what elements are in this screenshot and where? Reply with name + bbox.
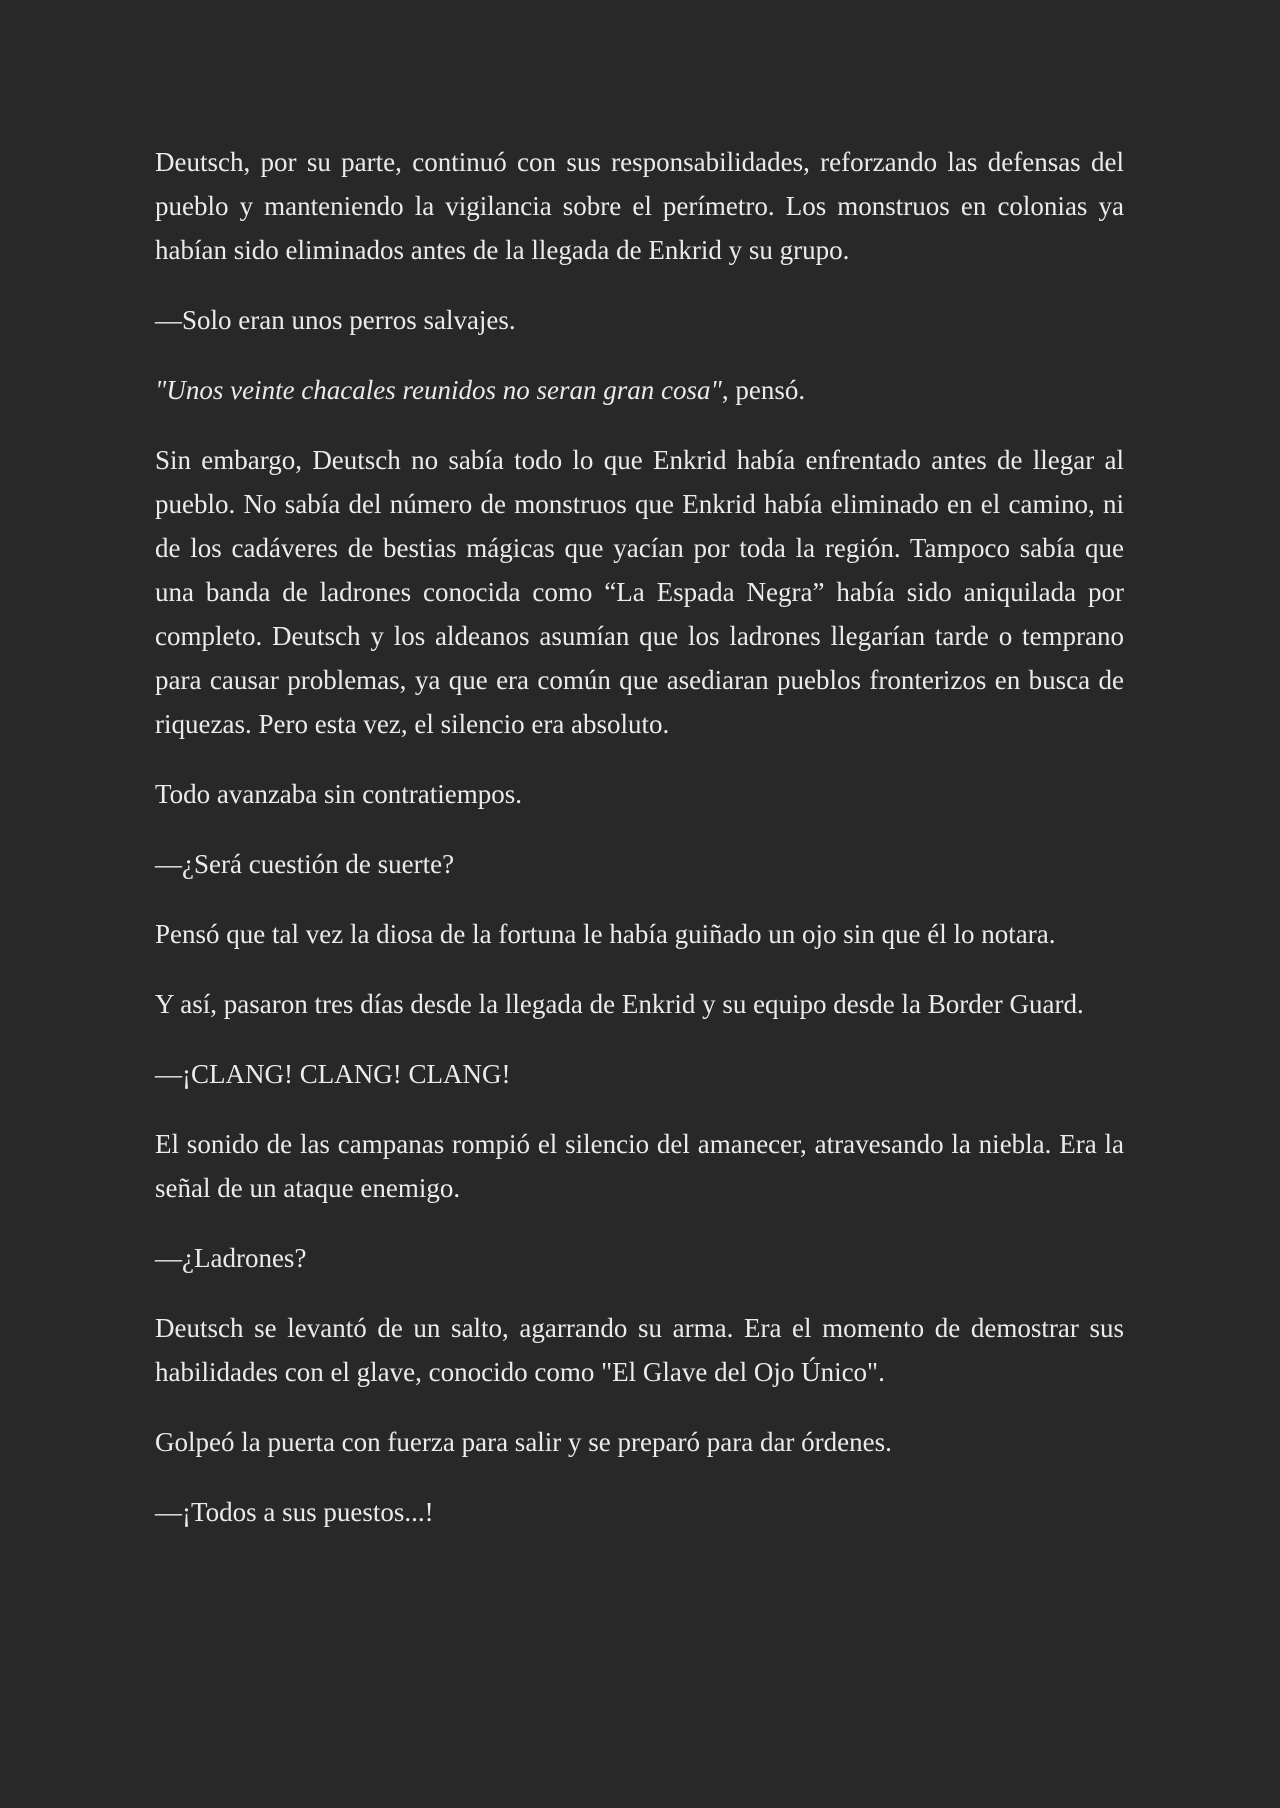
dialogue-line-1: —Solo eran unos perros salvajes. [155,305,516,335]
thought-italic-text: "Unos veinte chacales reunidos no seran gran cosa" [155,375,722,405]
reader-page [155,140,1124,1560]
dialogue-line-3: —¿Ladrones? [155,1243,307,1273]
paragraph-5: Y así, pasaron tres días desde la llegada de Enkrid y su equipo desde la Border Guard. [155,989,1084,1019]
thought-line [155,368,1124,412]
paragraph-1: Deutsch, por su parte, continuó con sus responsabilidades, reforzando las defensas del pueblo y manteniendo la vigilancia sobre el perímetro. Los monstruos en colonias ya habían sido eliminados antes de la llegada de Enkrid y su grupo. [155,147,1124,265]
dialogue-line-4: —¡Todos a sus puestos...! [155,1497,434,1527]
paragraph-7: Deutsch se levantó de un salto, agarrando su arma. Era el momento de demostrar sus habilidades con el glave, conocido como "El Glave del Ojo Único". [155,1313,1124,1387]
dialogue-line-2: —¿Será cuestión de suerte? [155,849,455,879]
paragraph-8: Golpeó la puerta con fuerza para salir y se preparó para dar órdenes. [155,1427,892,1457]
sound-effect-line: —¡CLANG! CLANG! CLANG! [155,1059,511,1089]
paragraph-3: Todo avanzaba sin contratiempos. [155,779,522,809]
thought-plain-text: , pensó. [721,375,806,405]
paragraph-6: El sonido de las campanas rompió el silencio del amanecer, atravesando la niebla. Era la señal de un ataque enemigo. [155,1129,1124,1203]
paragraph-2: Sin embargo, Deutsch no sabía todo lo que Enkrid había enfrentado antes de llegar al pueblo. No sabía del número de monstruos que Enkrid había eliminado en el camino, ni de los cadáveres de bestias mágicas que yacían por toda la región. Tampoco sabía que una banda de ladrones conocida como “La Espada Negra” había sido aniquilada por completo. Deutsch y los aldeanos asumían que los ladrones llegarían tarde o temprano para causar problemas, ya que era común que asediaran pueblos fronterizos en busca de riquezas. Pero esta vez, el silencio era absoluto. [155,445,1124,739]
paragraph-4: Pensó que tal vez la diosa de la fortuna le había guiñado un ojo sin que él lo notara. [155,919,1056,949]
